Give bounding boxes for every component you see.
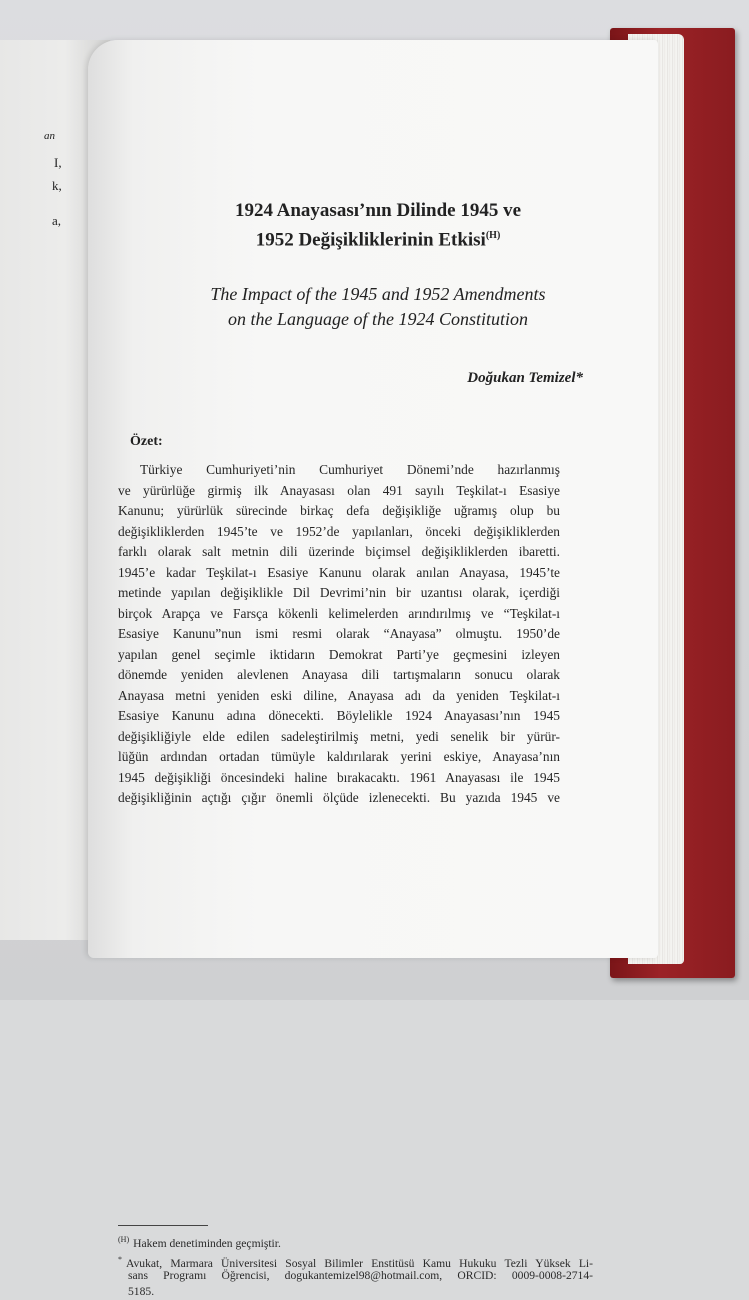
title-line: 1924 Anayasası’nın Dilinde 1945 ve	[234, 200, 522, 221]
abstract-line: Esasiye Kanunu adına dönecekti. Böylelikle 1924 Anayasası’nın 1945	[118, 708, 560, 723]
abstract-line: metinde yapılan değişiklikle Dil Devrimi’nin bir uzantısı olarak, içerdiği	[118, 585, 560, 600]
article-title	[128, 198, 628, 252]
abstract-line: dönemde yeniden alevlenen Anayasa dili tartışmaların sonucu olarak	[118, 667, 560, 682]
abstract-line: 1945’e kadar Teşkilat-ı Esasiye Kanunu olarak anılan Anayasa, 1945’te	[118, 564, 560, 580]
footnote-line-text: Avukat, Marmara Üniversitesi Sosyal Bilimler Enstitüsü Kamu Hukuku Tezli Yüksek Li-	[126, 1256, 593, 1270]
author-name: Doğukan Temizel*	[467, 370, 583, 386]
footnote-marker: (H)	[118, 1235, 130, 1244]
left-snippet: an	[44, 130, 55, 142]
abstract-line: Türkiye Cumhuriyeti’nin Cumhuriyet Dönemi’nde hazırlanmış	[140, 462, 560, 477]
subtitle-line: on the Language of the 1924 Constitution	[228, 309, 528, 329]
footnote-line: 5185.	[128, 1285, 155, 1298]
footnote-author	[118, 1252, 593, 1300]
title-marker: (H)	[485, 230, 501, 241]
abstract-line: farklı olarak salt metnin dili üzerinde biçimsel değişikliklerden ibaretti.	[118, 544, 560, 559]
abstract-line: Kanunu; yürürlük sürecinde birkaç defa değişikliğe uğramış olup bu	[118, 503, 560, 518]
left-snippet: k,	[52, 178, 62, 193]
abstract-line: birçok Arapça ve Farsça kökenli kelimelerden arındırılmış ve “Teşkilat-ı	[118, 605, 560, 621]
abstract-line: ve yürürlüğe girmiş ilk Anayasası olan 491 sayılı Teşkilat-ı Esasiye	[118, 482, 560, 498]
abstract-line: 1945 değişikliği öncesindeki haline bırakacaktı. 1961 Anayasası ile 1945	[118, 769, 560, 785]
footnote-line	[118, 1252, 593, 1268]
abstract-line: değişikliğiyle elde edilen sadeleştirilmiş metni, yedi senelik bir yürür-	[118, 728, 560, 744]
abstract-line: Anayasa metni yeniden eski diline, Anayasa adı da yeniden Teşkilat-ı	[118, 687, 560, 703]
footnote-marker: *	[118, 1255, 122, 1264]
abstract-body	[118, 460, 593, 1298]
abstract-line: lüğün ardından ortadan tümüyle kaldırılarak yerini eskiye, Anayasa’nın	[118, 749, 560, 764]
subtitle-line: The Impact of the 1945 and 1952 Amendments	[210, 284, 546, 304]
abstract-line: değişikliğinin açtığı çığır önemli ölçüde izlenecekti. Bu yazıda 1945 ve	[118, 790, 560, 805]
left-snippet: I,	[54, 155, 62, 170]
footnote-rule	[118, 1225, 208, 1226]
footnote-h	[118, 1232, 593, 1252]
article-page	[88, 40, 658, 1298]
abstract-line: Esasiye Kanunu”nun ismi resmi olarak “Anayasa” olmuştu. 1950’de	[118, 626, 560, 641]
article-subtitle	[128, 282, 628, 332]
title-line	[128, 223, 628, 252]
left-snippet: a,	[52, 213, 62, 228]
title-line-text: 1952 Değişikliklerinin Etkisi	[255, 229, 486, 251]
abstract-line: değişikliklerden 1945’te ve 1952’de yapılanları, önceki değişikliklerden	[118, 523, 560, 539]
footnote-line: sans Programı Öğrencisi, dogukantemizel98@hotmail.com, ORCID: 0009-0008-2714-	[128, 1269, 593, 1282]
abstract-line: yapılan genel seçimle iktidarın Demokrat Parti’ye geçmesini izleyen	[118, 646, 560, 662]
footnote-text: Hakem denetiminden geçmiştir.	[133, 1236, 281, 1250]
abstract-heading: Özet:	[130, 434, 163, 449]
